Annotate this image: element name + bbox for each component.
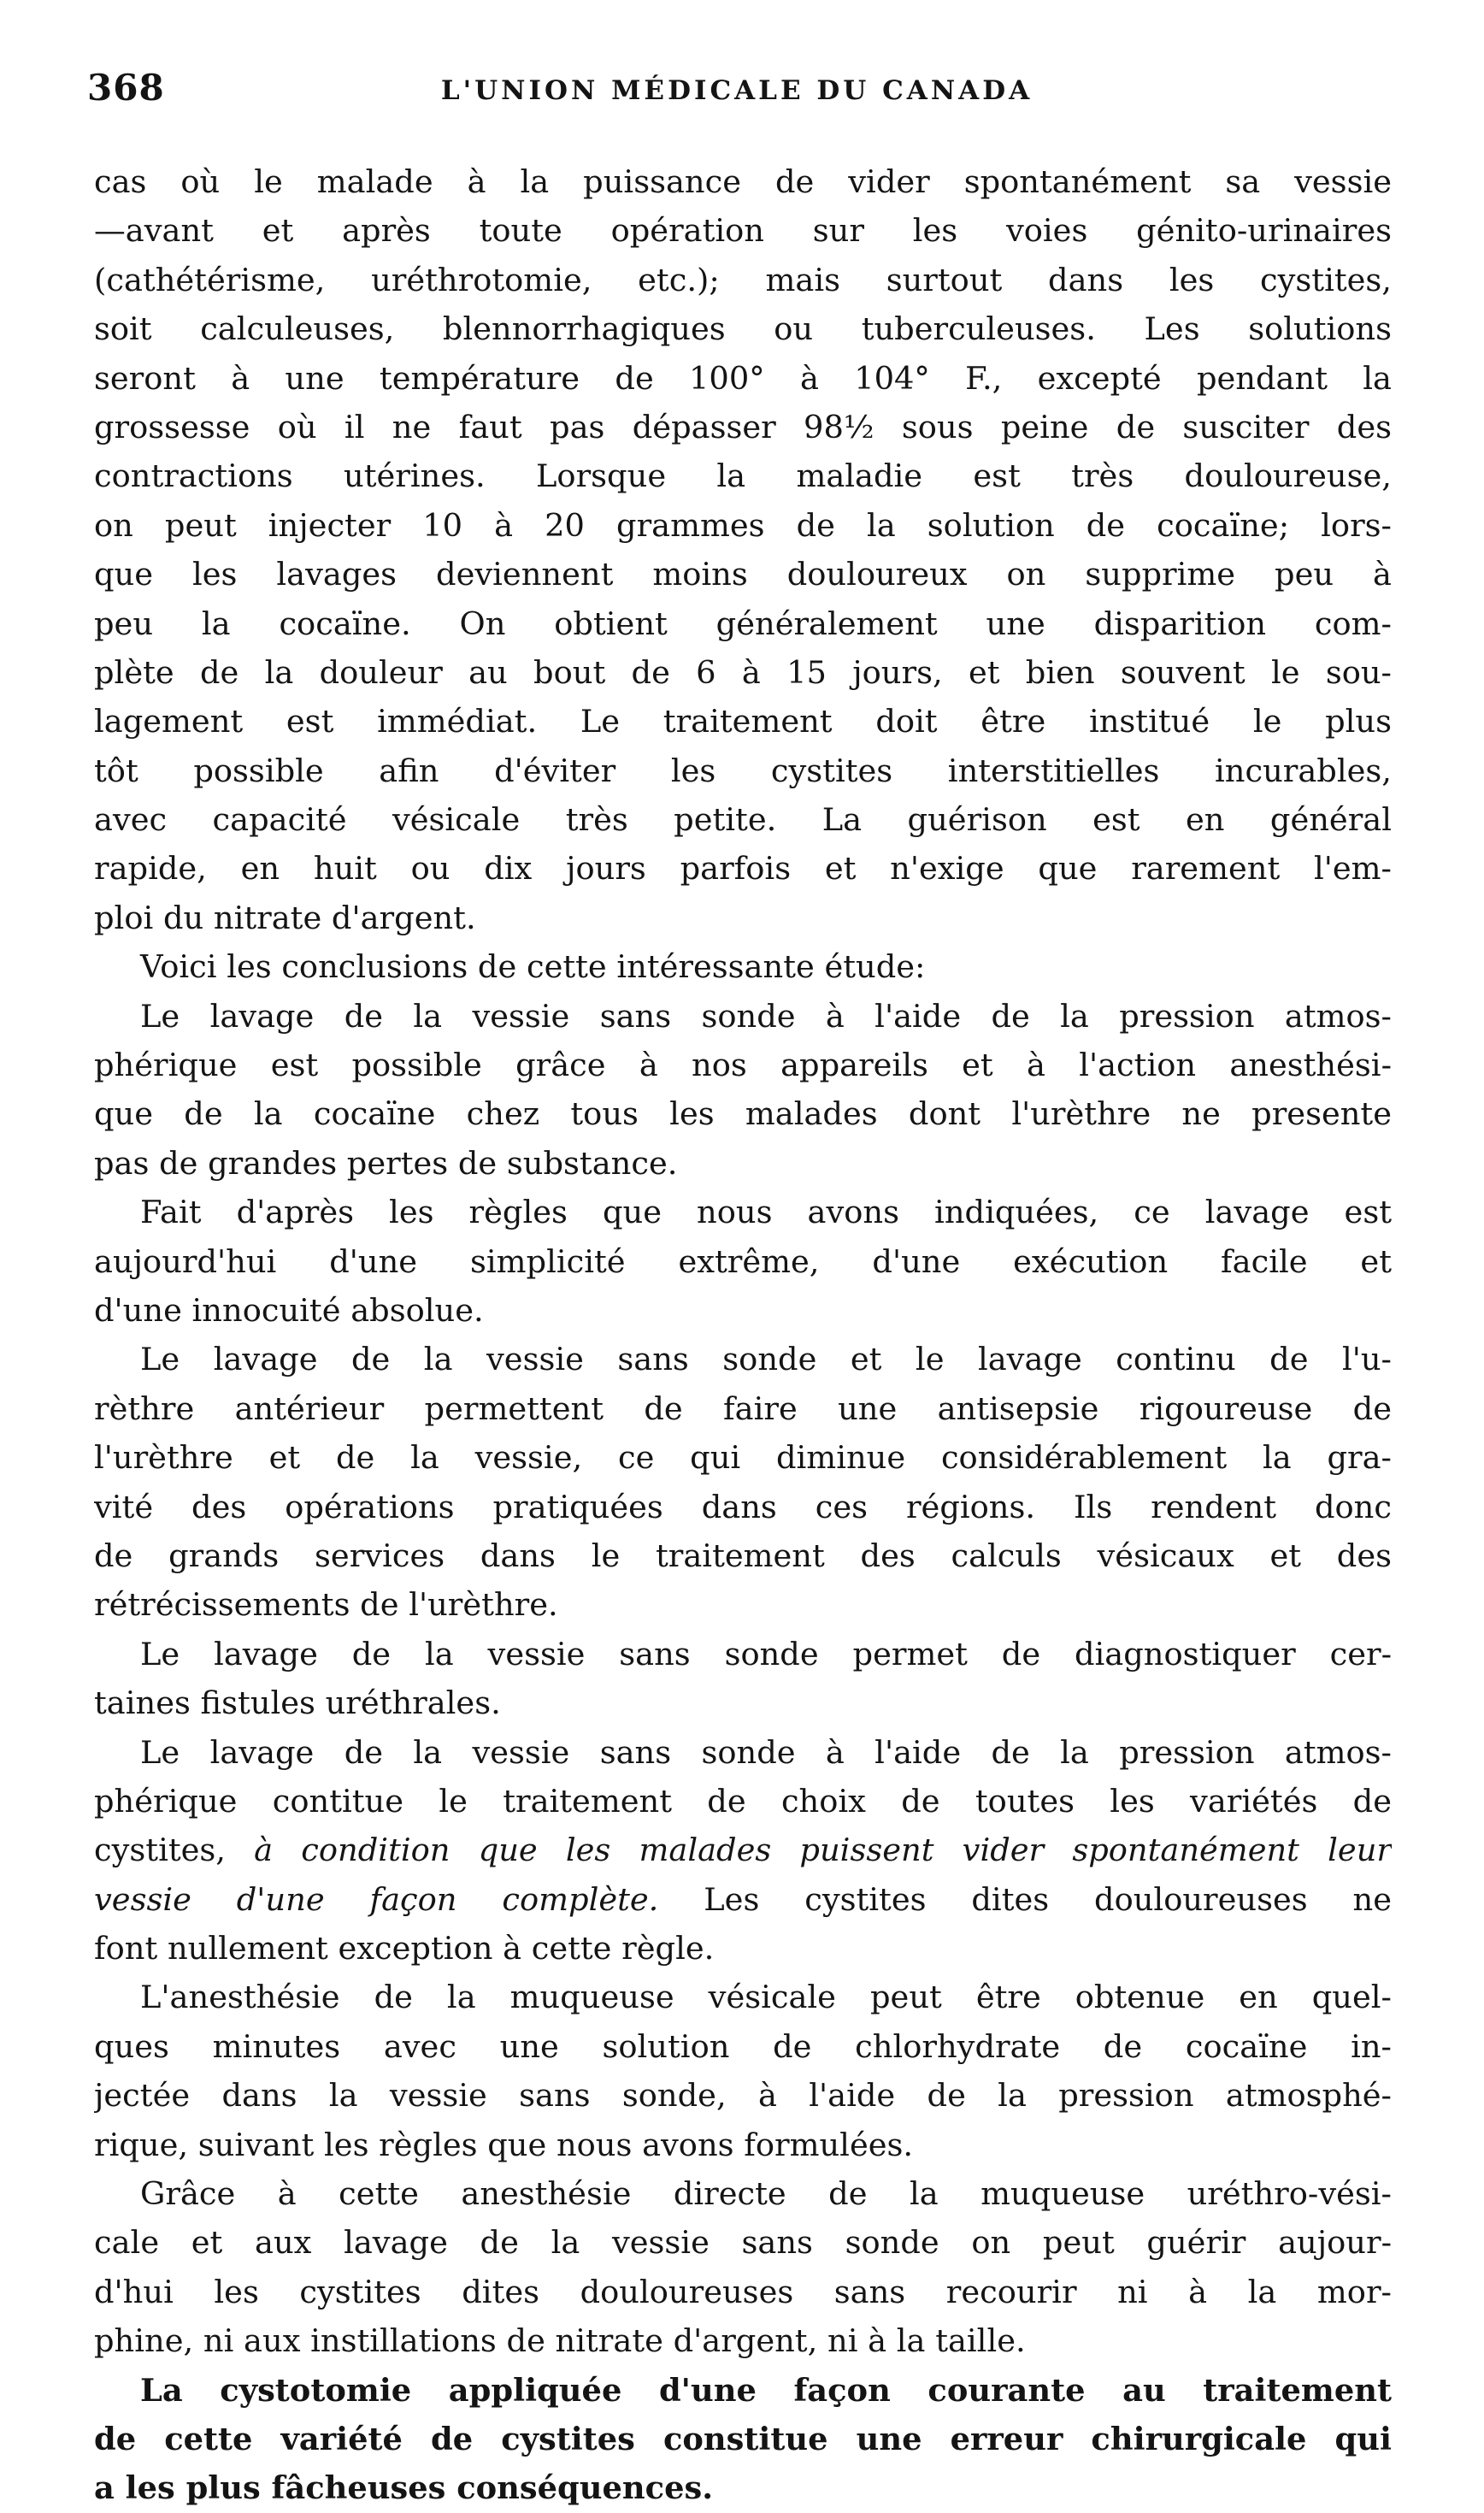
text-line: cale et aux lavage de la vessie sans sonde on peut guérir aujour- [94,2224,1392,2262]
text-line: soit calculeuses, blennorrhagiques ou tuberculeuses. Les solutions [94,310,1392,348]
text-line: on peut injecter 10 à 20 grammes de la solution de cocaïne; lors- [94,506,1392,544]
text-line: ques minutes avec une solution de chlorhydrate de cocaïne in- [94,2027,1392,2065]
text-line: taines fistules uréthrales. [94,1684,501,1722]
text-line: Le lavage de la vessie sans sonde à l'aide de la pression atmos- [140,1733,1392,1771]
text-line: d'hui les cystites dites douloureuses sans recourir ni à la mor- [94,2273,1392,2310]
text-line: rique, suivant les règles que nous avons formulées. [94,2126,914,2163]
article-body [94,157,1392,2513]
text-line: jectée dans la vessie sans sonde, à l'aide de la pression atmosphé- [94,2077,1392,2115]
text-line: que de la cocaïne chez tous les malades dont l'urèthre ne presente [94,1095,1392,1133]
text-line: vité des opérations pratiquées dans ces régions. Ils rendent donc [94,1488,1392,1525]
text-line: avec capacité vésicale très petite. La guérison est en général [94,801,1392,839]
text-span: Les cystites dites douloureuses ne [658,1880,1392,1918]
text-line: tôt possible afin d'éviter les cystites interstitielles incurables, [94,752,1392,789]
running-title: L'UNION MÉDICALE DU CANADA [440,75,1034,106]
text-line: Fait d'après les règles que nous avons indiquées, ce lavage est [140,1194,1392,1231]
text-line: lagement est immédiat. Le traitement doit être institué le plus [94,703,1392,740]
text-line: de grands services dans le traitement des calculs vésicaux et des [94,1537,1392,1574]
text-line: Le lavage de la vessie sans sonde permet de diagnostiquer cer- [140,1635,1392,1672]
page-number: 368 [87,67,165,109]
text-line: (cathétérisme, uréthrotomie, etc.); mais surtout dans les cystites, [94,261,1392,298]
text-line: pas de grandes pertes de substance. [94,1144,678,1182]
text-line: rapide, en huit ou dix jours parfois et n'exige que rarement l'em- [94,850,1392,888]
text-line [94,1826,1392,1874]
text-line: peu la cocaïne. On obtient généralement une disparition com- [94,605,1392,642]
text-line: —avant et après toute opération sur les voies génito-urinaires [94,212,1392,250]
text-line: que les lavages deviennent moins douloureux on supprime peu à [94,556,1392,593]
text-span: cystites, [94,1832,255,1869]
text-line: plète de la douleur au bout de 6 à 15 jours, et bien souvent le sou- [94,653,1392,691]
text-line: phérique contitue le traitement de choix de toutes les variétés de [94,1782,1392,1820]
text-line: aujourd'hui d'une simplicité extrême, d'une exécution facile et [94,1242,1392,1280]
text-line: ploi du nitrate d'argent. [94,899,476,936]
page-header [87,67,1387,127]
text-line: L'anesthésie de la muqueuse vésicale peut être obtenue en quel- [140,1979,1392,2016]
text-line: font nullement exception à cette règle. [94,1930,715,1967]
text-line: de cette variété de cystites constitue une erreur chirurgicale qui [94,2419,1392,2457]
text-line: rèthre antérieur permettent de faire une antisepsie rigoureuse de [94,1389,1392,1427]
text-line: a les plus fâcheuses conséquences. [94,2469,714,2507]
text-line [94,1875,1392,1924]
text-line: l'urèthre et de la vessie, ce qui diminue considérablement la gra- [94,1439,1392,1477]
italic-emphasis: à condition que les malades puissent vider spontanément leur [254,1832,1392,1869]
text-line: Le lavage de la vessie sans sonde à l'aide de la pression atmos- [140,997,1392,1035]
text-line: seront à une température de 100° à 104° F., excepté pendant la [94,359,1392,397]
text-line: La cystotomie appliquée d'une façon courante au traitement [140,2370,1392,2409]
conclusions-intro: Voici les conclusions de cette intéressante étude: [140,948,926,986]
text-line: d'une innocuité absolue. [94,1291,484,1329]
text-line: rétrécissements de l'urèthre. [94,1586,558,1624]
text-line: phine, ni aux instillations de nitrate d'argent, ni à la taille. [94,2322,1026,2360]
text-line: Grâce à cette anesthésie directe de la muqueuse uréthro-vési- [140,2175,1392,2213]
text-line: contractions utérines. Lorsque la maladie est très douloureuse, [94,457,1392,495]
text-line: grossesse où il ne faut pas dépasser 98½ sous peine de susciter des [94,408,1392,445]
text-line: phérique est possible grâce à nos appareils et à l'action anesthési- [94,1047,1392,1084]
text-line: cas où le malade à la puissance de vider spontanément sa vessie [94,163,1392,200]
text-line: Le lavage de la vessie sans sonde et le lavage continu de l'u- [140,1341,1392,1378]
italic-emphasis: vessie d'une façon complète. [94,1880,659,1918]
